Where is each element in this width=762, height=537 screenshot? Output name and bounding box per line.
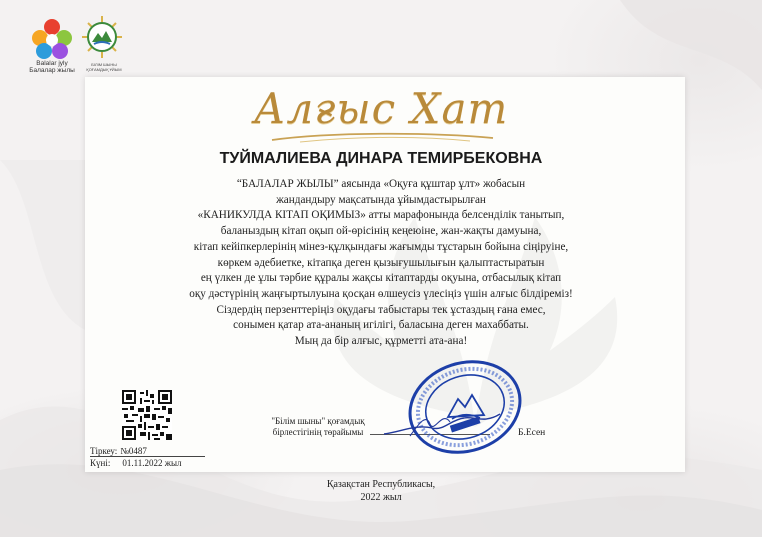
registration-number: №0487 xyxy=(120,446,147,456)
chair-caption-role: бірлестігінің төрайымы xyxy=(272,427,364,437)
registration-date-label: Күні: xyxy=(90,458,111,468)
bilim-shyny-logo-icon xyxy=(80,14,124,62)
bilim-logo-caption xyxy=(78,62,130,72)
qr-code-icon xyxy=(122,390,172,440)
registration-date-row xyxy=(90,458,182,468)
balalar-logo-caption xyxy=(22,60,82,74)
footer-country: Қазақстан Республикасы, xyxy=(326,479,436,490)
signer-name: Б.Есен xyxy=(518,428,546,438)
body-line: Сіздердің перзенттеріңіз оқудағы табыстары тек ұстаздың ғана емес, xyxy=(216,303,546,316)
body-line: кітап кейіпкерлерінің мінез-құлқындағы жағымды тұстарын бойына сіңіруіне, xyxy=(193,240,569,253)
body-line: баланыздың кітап оқып ой-өрісінің кеңеюіне, жан-жақты дамуына, xyxy=(220,225,542,238)
body-line: көркем әдебиетке, кітапқа деген қызығушылығын қалыптастыратын xyxy=(217,256,545,269)
body-line: «КАНИКУЛДА КІТАП ОҚИМЫЗ» атты марафонында белсенділік танытып, xyxy=(197,209,565,222)
body-line: оқу дәстүрінің жаңғыртылуына қосқан өлшеусіз үлесіңіз үшін алғыс білдіреміз! xyxy=(189,287,573,300)
body-line: сонымен қатар ата-ананың игілігі, баласына деген махаббаты. xyxy=(233,319,529,332)
certificate-footer xyxy=(0,478,762,504)
registration-number-row xyxy=(90,446,147,456)
registration-divider xyxy=(90,456,205,457)
chair-caption xyxy=(258,416,378,438)
body-line: Мың да бір алғыс, құрметті ата-ана! xyxy=(294,335,468,348)
balalar-jyly-logo-icon xyxy=(26,18,78,62)
balalar-caption-latin: Balalar jyly xyxy=(36,60,68,67)
signature-scribble xyxy=(380,402,510,442)
footer-year: 2022 жыл xyxy=(360,492,402,503)
bilim-caption-name: БІЛІМ ШЫНЫ xyxy=(91,62,117,67)
body-line: ең үлкен де ұлы тәрбие құралы жақсы кітаптарды оқуына, отбасылық кітап xyxy=(200,272,562,285)
bilim-caption-type: ҚОҒАМДЫҚ ҰЙЫМ xyxy=(86,67,122,72)
body-line: жандандыру мақсатында ұйымдастырылған xyxy=(276,193,486,206)
registration-date: 01.11.2022 жыл xyxy=(122,458,182,468)
registration-label: Тіркеу: xyxy=(90,446,118,456)
recipient-name: ТУЙМАЛИЕВА ДИНАРА ТЕМИРБЕКОВНА xyxy=(219,150,543,167)
body-line: “БАЛАЛАР ЖЫЛЫ” аясында «Оқуға құштар ұлт» жобасын xyxy=(236,178,526,190)
title-underline-swoosh xyxy=(270,130,495,144)
certificate-title: Алғыс Хат xyxy=(253,84,509,133)
chair-caption-org: "Білім шыны" қоғамдық xyxy=(271,416,365,426)
balalar-caption-cyrillic: Балалар жылы xyxy=(29,67,75,74)
certificate-body xyxy=(130,177,632,350)
